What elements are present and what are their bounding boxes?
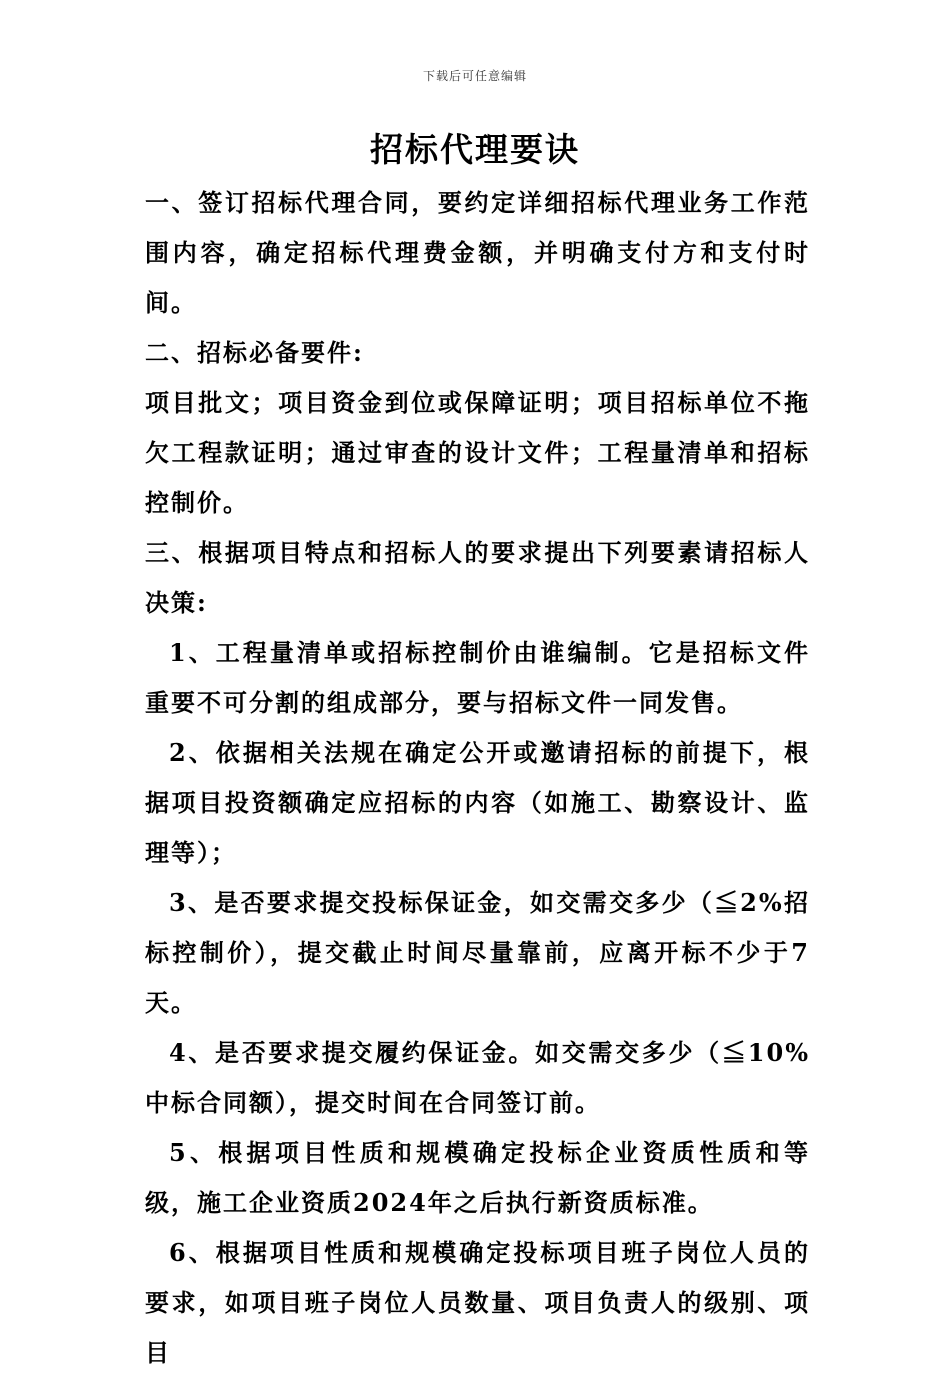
paragraph-6: 2、依据相关法规在确定公开或邀请招标的前提下，根据项目投资额确定应招标的内容（如施工、勘察设计、监理等）；	[145, 738, 810, 867]
paragraph-5: 1、工程量清单或招标控制价由谁编制。它是招标文件重要不可分割的组成部分，要与招标文件一同发售。	[145, 638, 810, 717]
paragraph-1: 一、签订招标代理合同，要约定详细招标代理业务工作范围内容，确定招标代理费金额，并明确支付方和支付时间。	[145, 188, 810, 317]
document-body	[145, 178, 810, 1378]
paragraph-7: 3、是否要求提交投标保证金，如交需交多少（≦2%招标控制价），提交截止时间尽量靠前，应离开标不少于7天。	[145, 888, 810, 1017]
document-title: 招标代理要诀	[370, 130, 580, 169]
paragraph-8: 4、是否要求提交履约保证金。如交需交多少（≦10%中标合同额），提交时间在合同签订前。	[145, 1038, 810, 1117]
paragraph-9: 5、根据项目性质和规模确定投标企业资质性质和等级，施工企业资质2024年之后执行新资质标准。	[145, 1138, 810, 1217]
header-note: 下载后可任意编辑	[422, 69, 527, 83]
paragraph-2: 二、招标必备要件:	[145, 338, 364, 367]
paragraph-10: 6、根据项目性质和规模确定投标项目班子岗位人员的要求，如项目班子岗位人员数量、项目负责人的级别、项目	[145, 1238, 810, 1367]
paragraph-4: 三、根据项目特点和招标人的要求提出下列要素请招标人决策:	[145, 538, 810, 617]
paragraph-3: 项目批文；项目资金到位或保障证明；项目招标单位不拖欠工程款证明；通过审查的设计文件；工程量清单和招标控制价。	[145, 388, 810, 517]
